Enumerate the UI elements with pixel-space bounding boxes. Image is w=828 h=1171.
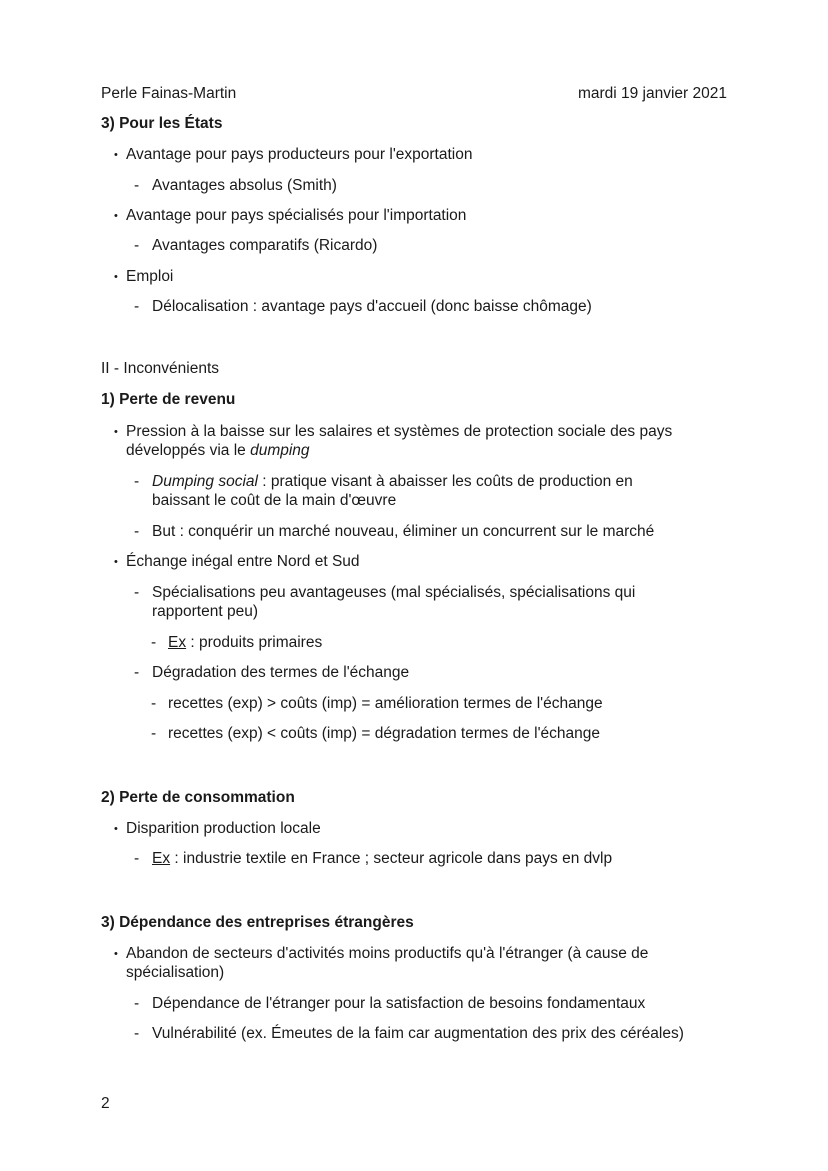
list-item-line: Pression à la baisse sur les salaires et systèmes de protection sociale des pays [126, 423, 673, 440]
dash-marker: - [134, 584, 140, 601]
section-heading-perte-consommation: 2) Perte de consommation [101, 789, 295, 806]
sub-list-item: Dégradation des termes de l'échange [152, 664, 410, 681]
sub-sub-list-item: recettes (exp) < coûts (imp) = dégradation termes de l'échange [168, 725, 601, 742]
list-item: Avantage pour pays spécialisés pour l'importation [126, 207, 467, 224]
dash-marker: - [134, 177, 140, 194]
list-item: Échange inégal entre Nord et Sud [126, 553, 360, 570]
section-heading-etats: 3) Pour les États [101, 115, 223, 132]
sub-list-item-line: Dumping social : pratique visant à abaisser les coûts de production en [152, 473, 633, 490]
list-item: Disparition production locale [126, 820, 321, 837]
dash-marker: - [151, 695, 157, 712]
dash-marker: - [134, 473, 140, 490]
section-heading-dependance: 3) Dépendance des entreprises étrangères [101, 914, 414, 931]
author-name: Perle Fainas-Martin [101, 85, 237, 102]
sub-sub-list-item: Ex : produits primaires [168, 634, 323, 651]
emphasis-text: Dumping social [152, 473, 258, 490]
dash-marker: - [134, 1025, 140, 1042]
list-item-line: Abandon de secteurs d'activités moins productifs qu'à l'étranger (à cause de [126, 945, 649, 962]
section-heading-perte-revenu: 1) Perte de revenu [101, 391, 236, 408]
sub-list-item: Ex : industrie textile en France ; secteur agricole dans pays en dvlp [152, 850, 613, 867]
sub-sub-list-item: recettes (exp) > coûts (imp) = amélioration termes de l'échange [168, 695, 603, 712]
document-page: Perle Fainas-Martin mardi 19 janvier 2021 3) Pour les États • Avantage pour pays producteurs pour l'exportation - Avantages absolus (Smith) • Avantage pour pays spécialisés pour l'importation - Avantages comparatifs (Ricardo) • Emploi - Délocalisation : avantage pays d'accueil (donc baisse chômage) II - Inconvénients 1) Perte de revenu • Pression à la baisse sur les salaires et systèmes de protection sociale des pays développés via le dumping - Dumping social : pratique visant à abaisser les coûts de production en baissant le coût de la main d'œuvre - But : conquérir un marché nouveau, éliminer un concurrent sur le marché • Échange inégal entre Nord et Sud - Spécialisations peu avantageuses (mal spécialisés, spécialisations qui rapportent peu) - Ex : produits primaires - Dégradation des termes de l'échange - recettes (exp) > coûts (imp) = amélioration termes de l'échange - recettes (exp) < coûts (imp) = dégradation termes de l'échange 2) Perte de consommation • Disparition production locale - Ex : industrie textile en France ; secteur agricole dans pays en dvlp 3) Dépendance des entreprises étrangères • Abandon de secteurs d'activités moins productifs qu'à l'étranger (à cause de spécialisation) - Dépendance de l'étranger pour la satisfaction de besoins fondamentaux - Vulnérabilité (ex. Émeutes de la faim car augmentation des prix des céréales) 2 [101, 85, 727, 1112]
sub-list-item: Avantages comparatifs (Ricardo) [152, 237, 378, 254]
page-number: 2 [101, 1095, 110, 1112]
sub-list-item-line: rapportent peu) [152, 603, 258, 620]
sub-list-item: But : conquérir un marché nouveau, éliminer un concurrent sur le marché [152, 523, 655, 540]
emphasis-text: dumping [250, 442, 310, 459]
sub-list-item: Avantages absolus (Smith) [152, 177, 337, 194]
document-date: mardi 19 janvier 2021 [577, 85, 727, 102]
dash-marker: - [134, 298, 140, 315]
sub-list-item: Délocalisation : avantage pays d'accueil (donc baisse chômage) [152, 298, 592, 315]
sub-list-item-line: baissant le coût de la main d'œuvre [152, 492, 397, 509]
dash-marker: - [134, 523, 140, 540]
part-heading: II - Inconvénients [101, 360, 220, 377]
dash-marker: - [134, 664, 140, 681]
sub-list-item: Vulnérabilité (ex. Émeutes de la faim car augmentation des prix des céréales) [152, 1025, 684, 1042]
list-item: Emploi [126, 268, 174, 285]
list-item: Avantage pour pays producteurs pour l'exportation [126, 146, 473, 163]
sub-list-item: Dépendance de l'étranger pour la satisfaction de besoins fondamentaux [152, 995, 646, 1012]
dash-marker: - [134, 995, 140, 1012]
sub-list-item-line: Spécialisations peu avantageuses (mal spécialisés, spécialisations qui [152, 584, 636, 601]
dash-marker: - [134, 237, 140, 254]
dash-marker: - [151, 725, 157, 742]
dash-marker: - [134, 850, 140, 867]
list-item-line: développés via le dumping [126, 442, 310, 459]
list-item-line: spécialisation) [126, 964, 225, 981]
dash-marker: - [151, 634, 157, 651]
